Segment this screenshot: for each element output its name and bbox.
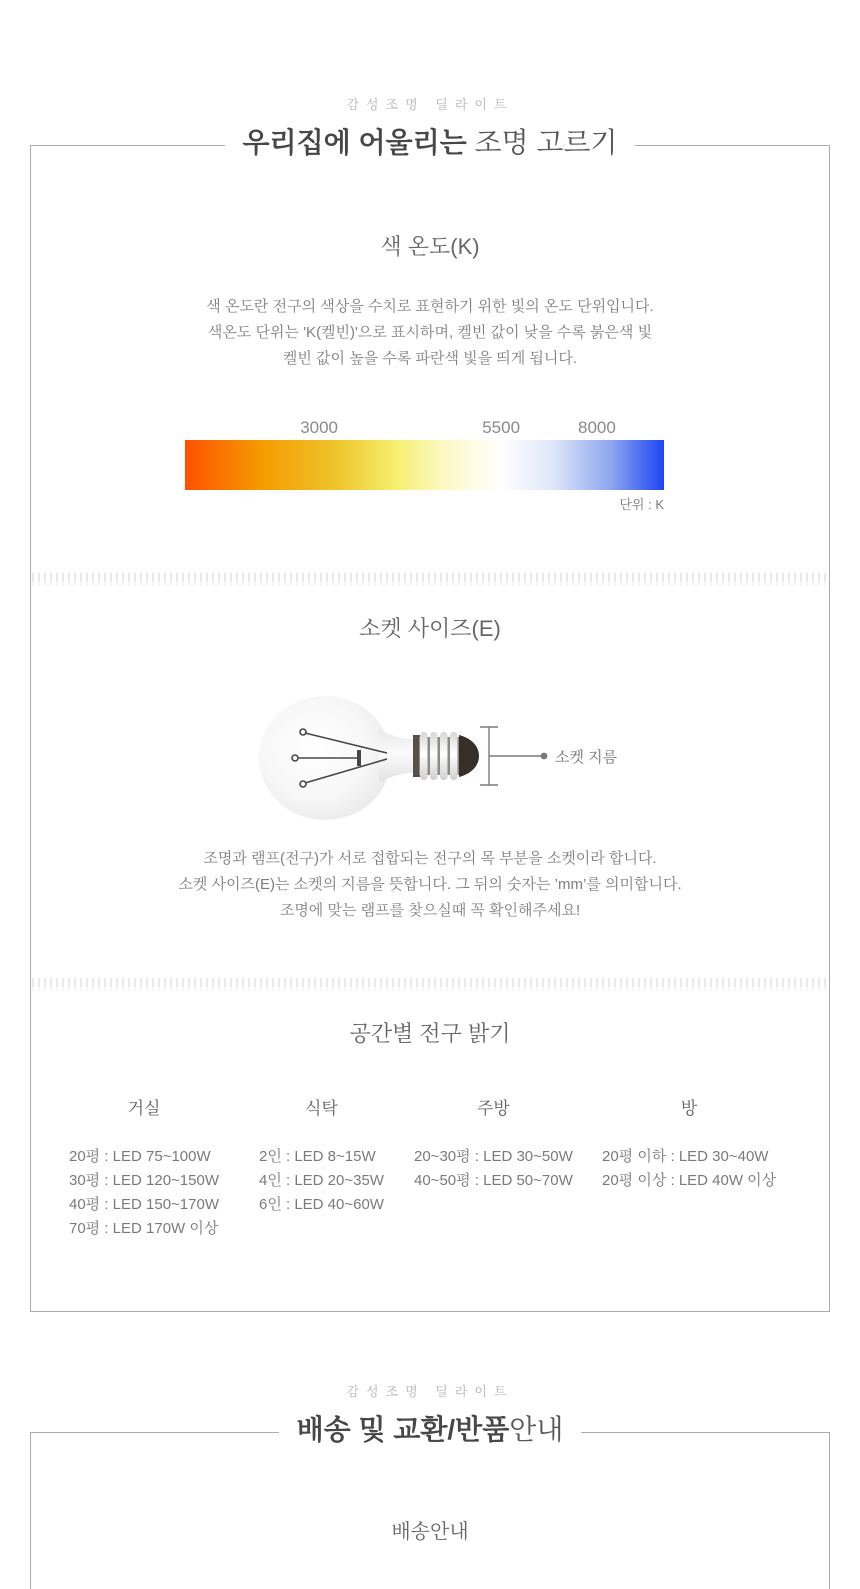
socket-size-section: [31, 586, 829, 978]
desc-line: 켈빈 값이 높을 수록 파란색 빛을 띄게 됩니다.: [282, 350, 578, 367]
shipping-header: [31, 1385, 829, 1448]
guide-header: [31, 98, 829, 161]
guide-title-light: 조명 고르기: [466, 127, 618, 158]
column-header: 거실: [127, 1099, 161, 1118]
table-row: 70평 : LED 170W 이상: [69, 1220, 219, 1237]
brightness-col-living-room: [69, 1099, 219, 1241]
bulb-diagram: [259, 680, 619, 830]
shipping-title: [279, 1412, 582, 1448]
socket-diameter-label: 소켓 지름: [555, 749, 618, 766]
kelvin-scale: [185, 416, 664, 512]
table-row: 4인 : LED 20~35W: [259, 1172, 384, 1189]
table-row: 20~30평 : LED 30~50W: [414, 1148, 573, 1165]
socket-diameter-callout: [480, 727, 547, 785]
table-row: 20평 : LED 75~100W: [69, 1148, 211, 1165]
brightness-by-space-section: [31, 991, 829, 1313]
kelvin-label-5500: 5500: [482, 418, 521, 437]
desc-line: 색온도 단위는 'K(켈빈)'으로 표시하며, 켈빈 값이 낮을 수록 붉은색 빛: [207, 324, 653, 341]
socket-size-title: 소켓 사이즈(E): [359, 616, 501, 641]
lighting-guide-box: [30, 97, 830, 1312]
color-temp-gradient-bar: [185, 440, 664, 490]
table-row: 6인 : LED 40~60W: [259, 1196, 384, 1213]
section-divider: [32, 978, 828, 991]
desc-line: 조명에 맞는 램프를 찾으실때 꼭 확인해주세요!: [279, 902, 581, 919]
table-row: 20평 이하 : LED 30~40W: [602, 1148, 769, 1165]
guide-title-bold: 우리집에 어울리는: [242, 127, 467, 158]
color-temperature-section: [31, 146, 829, 573]
column-header: 방: [680, 1099, 698, 1118]
table-row: 2인 : LED 8~15W: [259, 1148, 376, 1165]
brightness-table: [31, 1099, 829, 1299]
brightness-col-kitchen: [414, 1099, 573, 1193]
delivery-guide-title: 배송안내: [391, 1521, 469, 1543]
table-row: 40~50평 : LED 50~70W: [414, 1172, 573, 1189]
kelvin-unit-label: 단위 : K: [619, 497, 664, 512]
light-bulb-icon: [259, 680, 549, 830]
guide-title: [225, 125, 636, 161]
shipping-title-light: 안내: [509, 1414, 564, 1445]
brand-name: 감성조명 딜라이트: [346, 1384, 514, 1399]
column-header: 주방: [476, 1099, 510, 1118]
socket-size-desc: [31, 846, 829, 924]
kelvin-label-8000: 8000: [578, 418, 616, 437]
brand-name: 감성조명 딜라이트: [346, 97, 514, 112]
color-temperature-title: 색 온도(K): [380, 234, 480, 259]
column-header: 식탁: [305, 1099, 338, 1118]
table-row: 40평 : LED 150~170W: [69, 1196, 219, 1213]
brightness-title: 공간별 전구 밝기: [349, 1021, 511, 1046]
color-temperature-desc: [31, 294, 829, 372]
shipping-info-box: [30, 1384, 830, 1589]
brightness-col-dining: [259, 1099, 384, 1217]
section-divider: [32, 573, 828, 586]
desc-line: 색 온도란 전구의 색상을 수치로 표현하기 위한 빛의 온도 단위입니다.: [206, 298, 654, 315]
desc-line: 조명과 램프(전구)가 서로 접합되는 전구의 목 부분을 소켓이라 합니다.: [203, 850, 657, 867]
table-row: 20평 이상 : LED 40W 이상: [602, 1172, 777, 1189]
desc-line: 소켓 사이즈(E)는 소켓의 지름을 뜻합니다. 그 뒤의 숫자는 ’mm’를 의미합니다.: [178, 876, 682, 893]
kelvin-label-3000: 3000: [300, 418, 339, 437]
brightness-col-room: [602, 1099, 776, 1193]
table-row: 30평 : LED 120~150W: [69, 1172, 219, 1189]
shipping-title-bold: 배송 및 교환/반품: [296, 1414, 510, 1445]
kelvin-scale-labels: [185, 416, 664, 440]
